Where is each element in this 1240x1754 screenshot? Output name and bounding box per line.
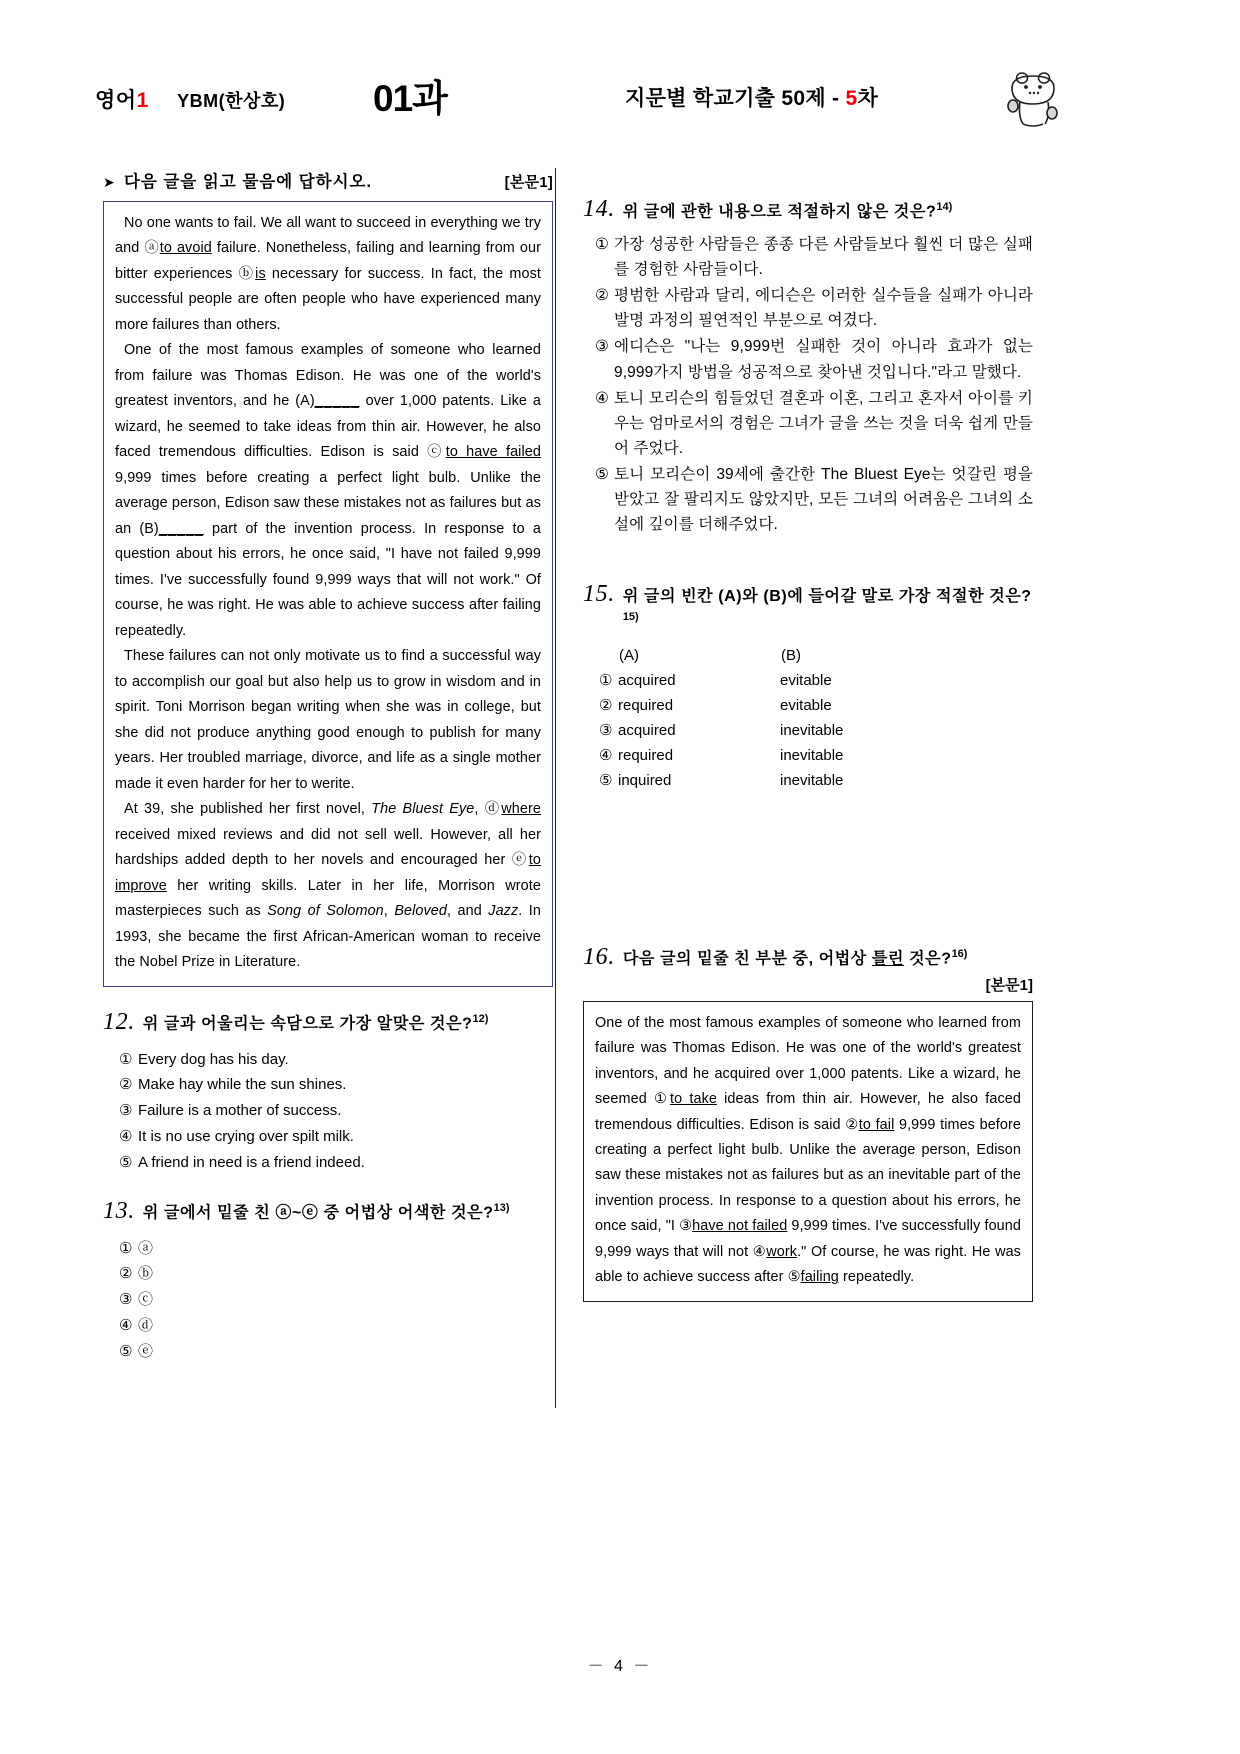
question-16-title: 다음 글의 밑줄 친 부분 중, 어법상 틀린 것은?$^{16)}$: [622, 948, 968, 968]
question-12-heading: [103, 1009, 553, 1037]
question-13-footnote: 13): [493, 1202, 510, 1215]
question-16-tag: [본문1]: [985, 976, 1033, 994]
option-text: Make hay while the sun shines.: [138, 1076, 347, 1094]
question-16-emphasis: 틀린: [871, 950, 905, 968]
question-12-title: 위 글과 어울리는 속담으로 가장 알맞은 것은?$^{12)}$: [142, 1013, 489, 1033]
underline-4: work: [766, 1243, 798, 1260]
right-column: [583, 168, 1033, 1302]
marker-b: ⓑ: [238, 265, 256, 282]
question-16-passage-text: One of the most famous examples of someone who learned from failure was Thomas Edison. He was one of the world's greatest inventors, and he acquired over 1,000 patents. Like a wizard, he seemed ①to take ideas from thin air. However, he also faced tremendous difficulties. Edison is said ②to fail 9,999 times before creating a perfect light bulb. Unlike the average person, Edison saw these mistakes not as failures but as an inevitable part of the invention process. In response to a question about his errors, he once said, "I ③have not failed 9,999 times. I've successfully found 9,999 ways that will not ④work." Of course, he was right. He was able to achieve success after ⑤failing repeatedly.: [595, 1014, 1021, 1286]
option-marker: ③: [599, 721, 613, 740]
marker-c: ⓒ: [427, 444, 446, 461]
passage-text: ,: [474, 801, 485, 818]
underline-2: to fail: [858, 1116, 895, 1133]
option-text-b: inevitable: [780, 722, 844, 740]
layout-spacer: [583, 794, 1033, 944]
underline-a: to avoid: [159, 240, 212, 257]
option-5[interactable]: [103, 1150, 553, 1176]
header-subject-publisher: [95, 84, 285, 114]
question-15-heading: [583, 581, 1033, 634]
option-text: 토니 모리슨의 힘들었던 결혼과 이혼, 그리고 혼자서 아이를 키우는 엄마로서의 경험은 그녀가 글을 쓰는 것을 더욱 쉽게 만들어 주었다.: [614, 389, 1033, 457]
passage-text: over 1,000 patents. Like a wizard, he seemed to take ideas from thin air. However, he also faced tremendous difficulties. Edison is said: [115, 393, 541, 461]
option-marker: ①: [599, 670, 613, 689]
header-lesson: 01과: [373, 78, 447, 119]
question-12-number: 12.: [103, 1008, 135, 1035]
marker-2: ②: [845, 1116, 859, 1133]
option-text: 평범한 사람과 달리, 에디슨은 이러한 실수들을 실패가 아니라 발명 과정의 필연적인 부분으로 여겼다.: [614, 287, 1033, 330]
passage-paragraph-3: [115, 644, 541, 797]
marker-3: ③: [679, 1218, 693, 1235]
option-5[interactable]: [103, 1339, 553, 1365]
arrow-icon: ➤: [103, 174, 115, 190]
page-header: [95, 68, 1150, 130]
option-2[interactable]: [583, 693, 1033, 718]
passage-paragraph-2: [115, 338, 541, 644]
passage-text: her writing skills. Later in her life, Morrison wrote masterpieces such as: [115, 877, 541, 920]
option-text: 가장 성공한 사람들은 종종 다른 사람들보다 훨씬 더 많은 실패를 경험한 사람들이다.: [614, 236, 1033, 279]
question-15-title: 위 글의 빈칸 (A)와 (B)에 들어갈 말로 가장 적절한 것은?$^{15)}$: [622, 588, 1032, 624]
question-13: [103, 1198, 553, 1365]
option-1[interactable]: [583, 668, 1033, 693]
passage-text: received mixed reviews and did not sell well. However, all her hardships added depth to her novels and encouraged her: [115, 826, 541, 869]
option-marker: ②: [599, 695, 613, 714]
option-text-a: acquired: [618, 671, 676, 689]
option-text-a: required: [618, 696, 674, 714]
header-subject-number: 1: [136, 89, 149, 112]
option-text: It is no use crying over spilt milk.: [138, 1127, 354, 1145]
passage-text: necessary for success. In fact, the most successful people are often people who have experienced many more failures than others.: [115, 265, 542, 333]
option-marker: ⑤: [119, 1341, 133, 1360]
option-text: Every dog has his day.: [138, 1050, 289, 1068]
passage-text: part of the invention process. In response to a question about his errors, he once said, "I have not failed 9,999 times. I've successfully found 9,999 ways that will not work." Of course, he was right. He was able to achieve success after failing repeatedly.: [115, 520, 541, 639]
passage-text: , and: [447, 903, 489, 920]
option-3[interactable]: [103, 1287, 553, 1313]
option-text-b: inevitable: [780, 747, 844, 765]
passage-text: No one wants to fail. We all want to succeed in everything we try and: [115, 215, 541, 257]
option-marker: ④: [599, 746, 613, 765]
question-12: [103, 1009, 553, 1176]
question-16-passage-box: [583, 1001, 1033, 1302]
question-12-footnote: 12): [472, 1013, 489, 1026]
option-marker: ④: [119, 1315, 133, 1334]
blank-a: _____: [314, 393, 360, 410]
option-marker: ⑤: [599, 771, 613, 790]
option-3[interactable]: [103, 1098, 553, 1124]
underline-b: is: [255, 265, 266, 282]
option-marker: ⑤: [595, 464, 609, 483]
question-14-options: [583, 232, 1033, 537]
option-marker: ①: [595, 235, 609, 253]
option-text: 에디슨은 "나는 9,999번 실패한 것이 아니라 효과가 없는 9,999가지 방법을 성공적으로 찾아낸 것입니다."라고 말했다.: [614, 338, 1033, 381]
column-divider: [555, 168, 556, 1408]
question-16-number: 16.: [583, 943, 615, 970]
question-15-number: 15.: [583, 581, 615, 608]
underline-3: have not failed: [692, 1218, 788, 1235]
title-jazz: Jazz: [488, 903, 519, 920]
question-16-footnote: 16): [951, 948, 968, 961]
marker-4: ④: [752, 1243, 767, 1260]
option-4[interactable]: [103, 1313, 553, 1339]
option-marker: ②: [119, 1075, 133, 1094]
question-14-title: 위 글에 관한 내용으로 적절하지 않은 것은?$^{14)}$: [622, 200, 953, 220]
underline-c: to have failed: [445, 444, 541, 461]
option-text: Failure is a mother of success.: [138, 1102, 342, 1120]
option-3[interactable]: [583, 334, 1033, 384]
option-marker: ②: [595, 286, 609, 305]
marker-d: ⓓ: [484, 801, 502, 818]
left-column: [103, 168, 553, 1365]
question-13-heading: [103, 1198, 553, 1226]
option-1[interactable]: [103, 1236, 553, 1262]
blank-b: _____: [158, 520, 204, 537]
question-14-footnote: 14): [936, 200, 953, 213]
marker-e: ⓔ: [511, 852, 529, 869]
option-text-a: required: [618, 747, 674, 765]
underline-1: to take: [670, 1091, 717, 1108]
title-song-of-solomon: Song of Solomon: [267, 903, 384, 920]
column-header-a: (A): [619, 646, 639, 664]
marker-a: ⓐ: [144, 240, 160, 257]
option-3[interactable]: [583, 718, 1033, 743]
option-text: A friend in need is a friend indeed.: [138, 1153, 365, 1171]
passage-paragraph-1: [115, 211, 541, 338]
directive-text: 다음 글을 읽고 물음에 답하시오.: [123, 173, 373, 191]
option-marker: ②: [119, 1264, 133, 1283]
option-2[interactable]: [103, 1261, 553, 1287]
option-5[interactable]: [583, 768, 1033, 793]
underline-d: where: [501, 801, 541, 818]
question-16: [583, 944, 1033, 1302]
header-exam-title-a: 지문별 학교기출 50제 -: [625, 87, 846, 110]
option-marker: ①: [119, 1049, 133, 1068]
option-marker: ③: [119, 1101, 133, 1120]
passage-text: . In 1993, she became the first African-American woman to receive the Nobel Prize in Literature.: [115, 903, 541, 971]
option-marker: ④: [595, 388, 609, 407]
option-4[interactable]: [583, 386, 1033, 461]
marker-5: ⑤: [787, 1269, 801, 1286]
marker-1: ①: [653, 1091, 671, 1108]
passage-text: ,: [383, 903, 395, 920]
question-14-heading: [583, 196, 1033, 224]
passage-text: These failures can not only motivate us to find a successful way to accomplish our goal but also help us to grow in wisdom and in spirit. Toni Morrison began writing when she was in college, but she did not produce anything good enough to publish for many years. Her troubled marriage, divorce, and life as a single mother made it even harder for her to werite.: [115, 648, 541, 792]
underline-5: failing: [800, 1269, 839, 1286]
passage-text: One of the most famous examples of someone who learned from failure was Thomas Edison. He was one of the world's greatest inventors, and he (A): [115, 342, 541, 410]
header-exam-title-b: 차: [857, 87, 879, 110]
option-5[interactable]: [583, 462, 1033, 537]
option-text: ⓓ: [138, 1315, 154, 1334]
option-text: ⓔ: [138, 1341, 154, 1360]
title-bluest-eye: The Bluest Eye: [371, 801, 475, 818]
option-text-b: evitable: [780, 696, 832, 714]
title-beloved: Beloved: [394, 903, 448, 920]
question-14-number: 14.: [583, 196, 615, 222]
question-15-column-headers: [583, 647, 1033, 664]
option-marker: ③: [119, 1290, 133, 1309]
directive-tag: [본문1]: [504, 174, 553, 191]
question-16-heading: [583, 944, 1033, 972]
question-15-footnote: 15): [622, 611, 639, 624]
passage-paragraph-4: [115, 797, 541, 975]
bear-mascot-icon: [1000, 68, 1062, 130]
question-13-title: 위 글에서 밑줄 친 ⓐ~ⓔ 중 어법상 어색한 것은?$^{13)}$: [142, 1202, 510, 1222]
option-text-b: evitable: [780, 671, 832, 689]
option-text: ⓐ: [138, 1238, 154, 1257]
question-14: [583, 196, 1033, 537]
question-15-options: [583, 668, 1033, 794]
option-text-b: inevitable: [780, 772, 844, 790]
question-12-options: [103, 1047, 553, 1176]
option-text: ⓑ: [138, 1264, 154, 1283]
header-exam-title: [625, 82, 878, 112]
option-text-a: inquired: [618, 772, 672, 790]
option-marker: ③: [595, 337, 609, 356]
option-marker: ④: [119, 1126, 133, 1145]
passage-directive: [103, 168, 553, 192]
page-number: － 4 －: [587, 1658, 653, 1675]
question-15: [583, 581, 1033, 793]
passage-text: failure. Nonetheless, failing and learning from our bitter experiences: [115, 240, 541, 282]
option-1[interactable]: [583, 232, 1033, 282]
header-subject: 영어: [95, 89, 137, 112]
header-publisher: YBM(한상호): [177, 91, 286, 111]
option-text: ⓒ: [138, 1290, 154, 1309]
main-passage-box: [103, 201, 553, 987]
passage-text: At 39, she published her first novel,: [124, 801, 372, 818]
option-2[interactable]: [103, 1072, 553, 1098]
header-exam-round-number: 5: [845, 87, 858, 110]
option-text: 토니 모리슨이 39세에 출간한 The Bluest Eye는 엇갈린 평을 받았고 잘 팔리지도 않았지만, 모든 그녀의 어려움은 그녀의 소설에 깊이를 더해주었다.: [614, 465, 1033, 534]
option-4[interactable]: [103, 1124, 553, 1150]
option-text-a: acquired: [618, 722, 676, 740]
question-13-number: 13.: [103, 1197, 135, 1224]
column-header-b: (B): [781, 646, 801, 664]
option-4[interactable]: [583, 743, 1033, 768]
option-marker: ⑤: [119, 1152, 133, 1171]
option-1[interactable]: [103, 1047, 553, 1073]
option-marker: ①: [119, 1238, 133, 1257]
option-2[interactable]: [583, 283, 1033, 333]
question-13-options: [103, 1236, 553, 1365]
underline-e: to improve: [115, 852, 541, 894]
passage-text: 9,999 times before creating a perfect light bulb. Unlike the average person, Edison saw these mistakes not as failures but as an (B): [115, 469, 541, 537]
